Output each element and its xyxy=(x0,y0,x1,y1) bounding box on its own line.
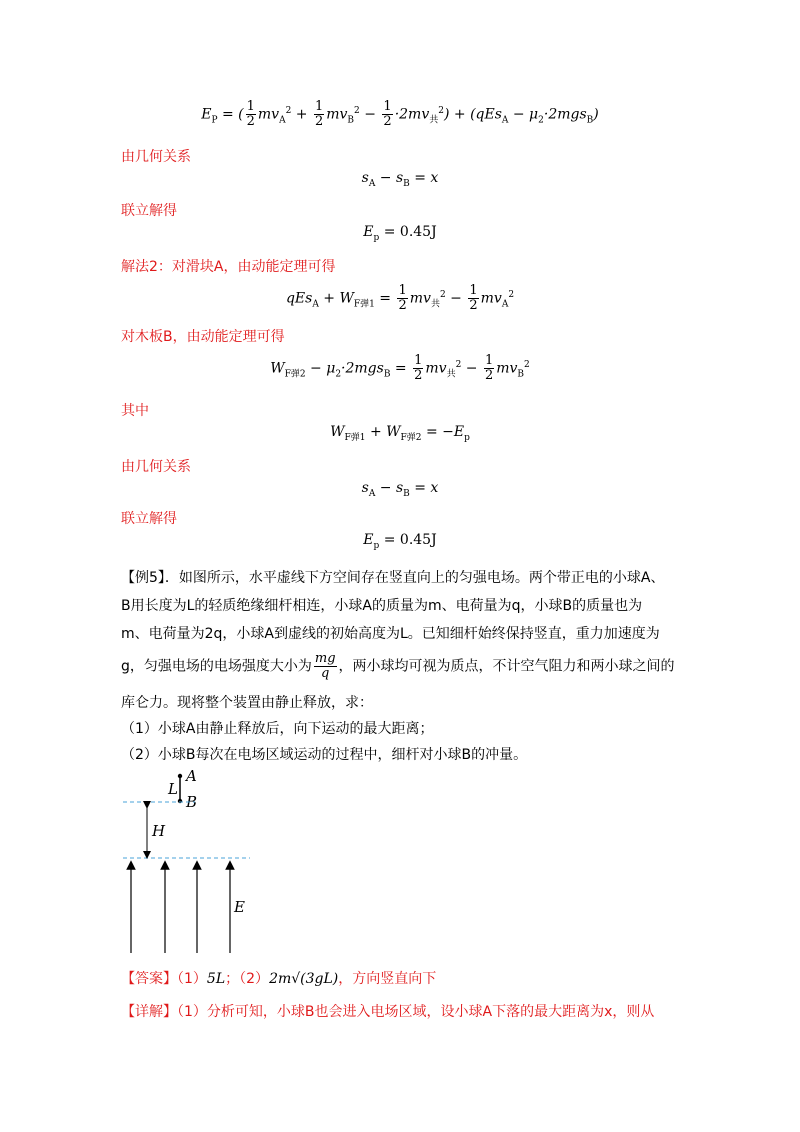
work-energy-equation-b: $W_{F弹2} - \mu_2\cdot 2mgs_B$ = $\frac{1}{2}$ $mv_共^2$ − $\frac{1}{2}$ $mv_B^2$ xyxy=(270,353,530,383)
geometry-relation-label-1: 由几何关系 xyxy=(121,149,191,165)
displacement-equation-1: $s_A - s_B = x$ xyxy=(361,170,439,189)
result-equation-2: $E_p = 0.45J$ xyxy=(363,532,437,551)
field-fraction: $\frac{mg}{q}$ xyxy=(314,651,336,681)
spring-work-equation: $W_{F弹1} + W_{F弹2} = -E_p$ xyxy=(330,424,470,443)
label-e: E xyxy=(234,898,245,916)
question-2: （2）小球B每次在电场区域运动的过程中，细杆对小球B的冲量。 xyxy=(121,747,528,763)
example-line-5: 库仑力。现将整个装置由静止释放，求： xyxy=(121,695,373,711)
field-diagram xyxy=(115,765,265,960)
plank-b-label: 对木板B，由动能定理可得 xyxy=(121,329,285,345)
energy-equation-1: $E_P$ = ( $\frac{1}{2}$ $mv_A^2$ + $\frac{1}{2}$ $mv_B^2$ − $\frac{1}{2}$ $\cdot 2mv_共^2) + (qEs_A - \mu_2\cdot 2mgs_B)$ xyxy=(201,99,599,129)
solve-label-2: 联立解得 xyxy=(121,511,177,527)
ball-b xyxy=(178,799,182,803)
label-a: A xyxy=(186,767,197,785)
example-tag: 【例5】 xyxy=(121,570,165,586)
geometry-relation-label-2: 由几何关系 xyxy=(121,459,191,475)
displacement-equation-2: $s_A - s_B = x$ xyxy=(361,480,439,499)
detail-line: 【详解】（1）分析可知，小球B也会进入电场区域，设小球A下落的最大距离为x，则从 xyxy=(121,1004,655,1020)
answer-value-2: 2m√(3gL) xyxy=(269,971,339,987)
among-label: 其中 xyxy=(121,403,149,419)
solve-label-1: 联立解得 xyxy=(121,203,177,219)
label-l: L xyxy=(168,780,178,798)
label-b: B xyxy=(186,793,198,811)
example-line-2: B用长度为L的轻质绝缘细杆相连，小球A的质量为m、电荷量为q，小球B的质量也为 xyxy=(121,598,643,614)
method-2-label: 解法2：对滑块A，由动能定理可得 xyxy=(121,259,336,275)
example-line-3: m、电荷量为2q，小球A到虚线的初始高度为L。已知细杆始终保持竖直，重力加速度为 xyxy=(121,626,660,642)
example-line-1: 【例5】．如图所示，水平虚线下方空间存在竖直向上的匀强电场。两个带正电的小球A、 xyxy=(121,570,665,586)
ball-a xyxy=(178,774,182,778)
answer-value-1: 5L xyxy=(206,971,226,987)
result-equation-1: $E_p = 0.45J$ xyxy=(363,224,437,243)
work-energy-equation-a: $qEs_A + W_{F弹1}$ = $\frac{1}{2}$ $mv_共^2$ − $\frac{1}{2}$ $mv_A^2$ xyxy=(285,283,515,313)
example-line-4: g，匀强电场的电场强度大小为 $\frac{mg}{q}$ ，两小球均可视为质点，不计空气阻力和两小球之间的 xyxy=(121,651,675,681)
answer-line: 【答案】（1）5L；（2）2m√(3gL)，方向竖直向下 xyxy=(121,971,437,987)
label-h: H xyxy=(152,822,166,840)
question-1: （1）小球A由静止释放后，向下运动的最大距离； xyxy=(121,721,434,737)
